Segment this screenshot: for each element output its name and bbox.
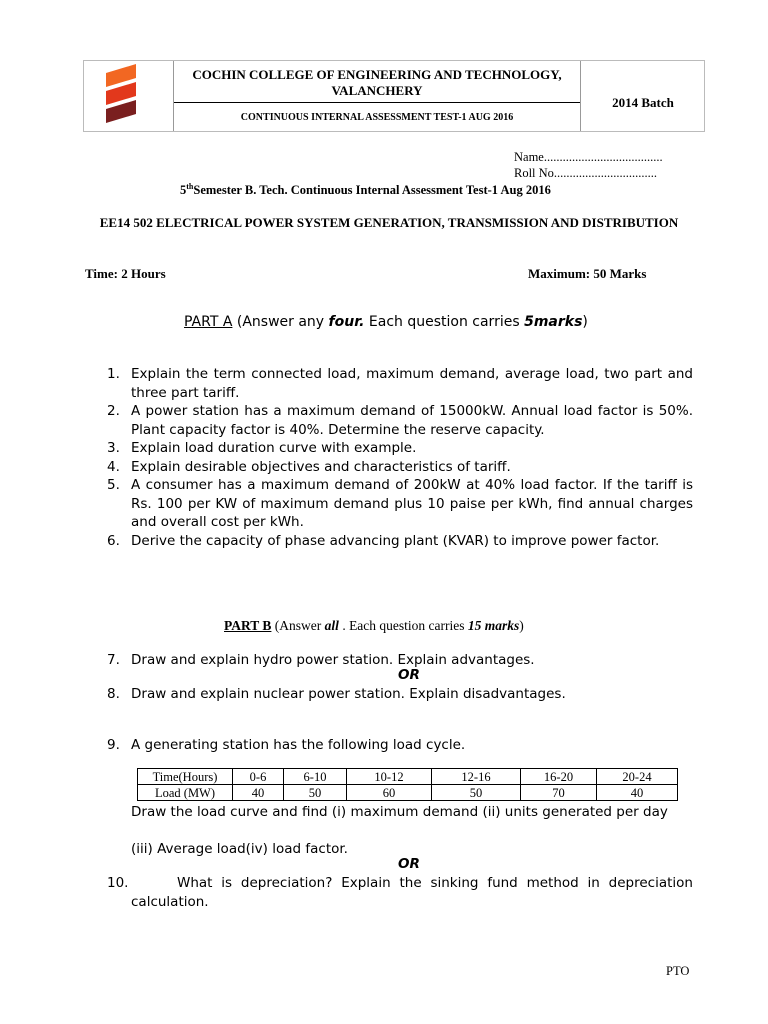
table-cell: 16-20 <box>521 769 597 785</box>
course-title: EE14 502 ELECTRICAL POWER SYSTEM GENERATION, TRANSMISSION AND DISTRIBUTION <box>99 215 679 230</box>
question-number: 5. <box>107 477 120 493</box>
part-a-instr-marks: 5marks <box>524 314 583 330</box>
table-cell: 10-12 <box>347 769 432 785</box>
question-item <box>107 458 693 477</box>
question-number: 9. <box>107 737 120 753</box>
question-item <box>107 532 693 551</box>
table-cell: 6-10 <box>284 769 347 785</box>
part-a-questions <box>107 365 693 550</box>
pto-label: PTO <box>666 964 690 978</box>
question-number: 6. <box>107 532 120 549</box>
question-text: Explain load duration curve with example. <box>131 440 417 456</box>
question-number: 8. <box>107 686 120 702</box>
part-a-title: PART A <box>184 314 233 330</box>
part-b-title: PART B <box>224 618 272 633</box>
question-number: 10. <box>107 875 129 891</box>
part-a-heading <box>184 314 588 330</box>
semester-text: Semester B. Tech. Continuous Internal Assessment Test-1 Aug 2016 <box>193 183 551 198</box>
question-item <box>107 365 693 402</box>
part-b-instr-marks: 15 marks <box>467 618 520 633</box>
part-b-instr-1: (Answer <box>271 618 325 633</box>
question-item <box>107 685 693 704</box>
part-b-instr-2: . Each question carries <box>338 618 468 633</box>
table-row <box>138 769 678 785</box>
batch-label: 2014 Batch <box>612 95 674 110</box>
question-text: A consumer has a maximum demand of 200kW at 40% load factor. If the tariff is Rs. 100 per KW of maximum demand plus 10 paise per kWh, find annual charges and overall cost per kWh. <box>131 477 693 530</box>
question-number: 1. <box>107 366 120 382</box>
part-b-instr-all: all <box>324 618 339 633</box>
name-field: Name...................................... <box>514 150 663 164</box>
table-cell: 50 <box>432 785 521 801</box>
question-9 <box>107 736 693 755</box>
question-text: Draw and explain hydro power station. Explain advantages. <box>131 652 535 668</box>
table-cell: 12-16 <box>432 769 521 785</box>
table-cell: 0-6 <box>233 769 284 785</box>
exam-time: Time: 2 Hours <box>85 266 166 281</box>
question-item <box>107 439 693 458</box>
question-text: What is depreciation? Explain the sinking fund method in depreciation calculation. <box>131 875 693 910</box>
question-10 <box>107 874 693 911</box>
table-cell: 50 <box>284 785 347 801</box>
header-box <box>83 60 705 132</box>
table-cell: 70 <box>521 785 597 801</box>
or-separator: OR <box>398 667 420 683</box>
table-row <box>138 785 678 801</box>
question-9-continuation: Draw the load curve and find (i) maximum demand (ii) units generated per day <box>131 804 668 820</box>
max-marks: Maximum: 50 Marks <box>528 266 647 281</box>
part-a-instr-bold: four. <box>328 314 365 330</box>
question-number: 7. <box>107 652 120 668</box>
college-logo-icon <box>84 61 173 131</box>
college-name: COCHIN COLLEGE OF ENGINEERING AND TECHNOLOGY, VALANCHERY <box>192 67 562 98</box>
part-b-instr-3: ) <box>519 618 524 633</box>
roll-field: Roll No................................. <box>514 166 658 180</box>
table-cell: 40 <box>597 785 678 801</box>
question-8 <box>107 685 693 704</box>
semester-line <box>180 182 551 198</box>
semester-suffix: th <box>186 182 194 191</box>
or-separator: OR <box>398 856 420 872</box>
question-9-subparts: (iii) Average load(iv) load factor. <box>131 841 348 857</box>
part-b-heading <box>224 618 524 634</box>
table-cell: 40 <box>233 785 284 801</box>
table-cell: Load (MW) <box>138 785 233 801</box>
logo-cell <box>84 61 174 131</box>
question-text: Explain desirable objectives and characteristics of tariff. <box>131 458 511 475</box>
question-item <box>107 476 693 532</box>
part-a-instr-1: (Answer any <box>232 314 329 330</box>
question-number: 2. <box>107 403 120 419</box>
question-text: Derive the capacity of phase advancing plant (KVAR) to improve power factor. <box>131 532 660 549</box>
header-divider <box>174 102 580 103</box>
semester-number: 5 <box>180 183 187 198</box>
question-text: A power station has a maximum demand of 15000kW. Annual load factor is 50%. Plant capacity factor is 40%. Determine the reserve capacity. <box>131 403 693 438</box>
question-number: 4. <box>107 458 120 475</box>
table-cell: 60 <box>347 785 432 801</box>
table-cell: 20-24 <box>597 769 678 785</box>
table-cell: Time(Hours) <box>138 769 233 785</box>
question-item <box>107 402 693 439</box>
question-text: A generating station has the following load cycle. <box>131 737 466 753</box>
part-a-instr-2: Each question carries <box>364 314 525 330</box>
question-text: Draw and explain nuclear power station. Explain disadvantages. <box>131 686 566 702</box>
load-cycle-table <box>137 768 678 801</box>
question-text: Explain the term connected load, maximum demand, average load, two part and three part tariff. <box>131 366 693 401</box>
part-a-instr-3: ) <box>582 314 588 330</box>
question-item <box>107 736 693 755</box>
test-title: CONTINUOUS INTERNAL ASSESSMENT TEST-1 AUG 2016 <box>240 112 514 123</box>
question-number: 3. <box>107 440 120 456</box>
